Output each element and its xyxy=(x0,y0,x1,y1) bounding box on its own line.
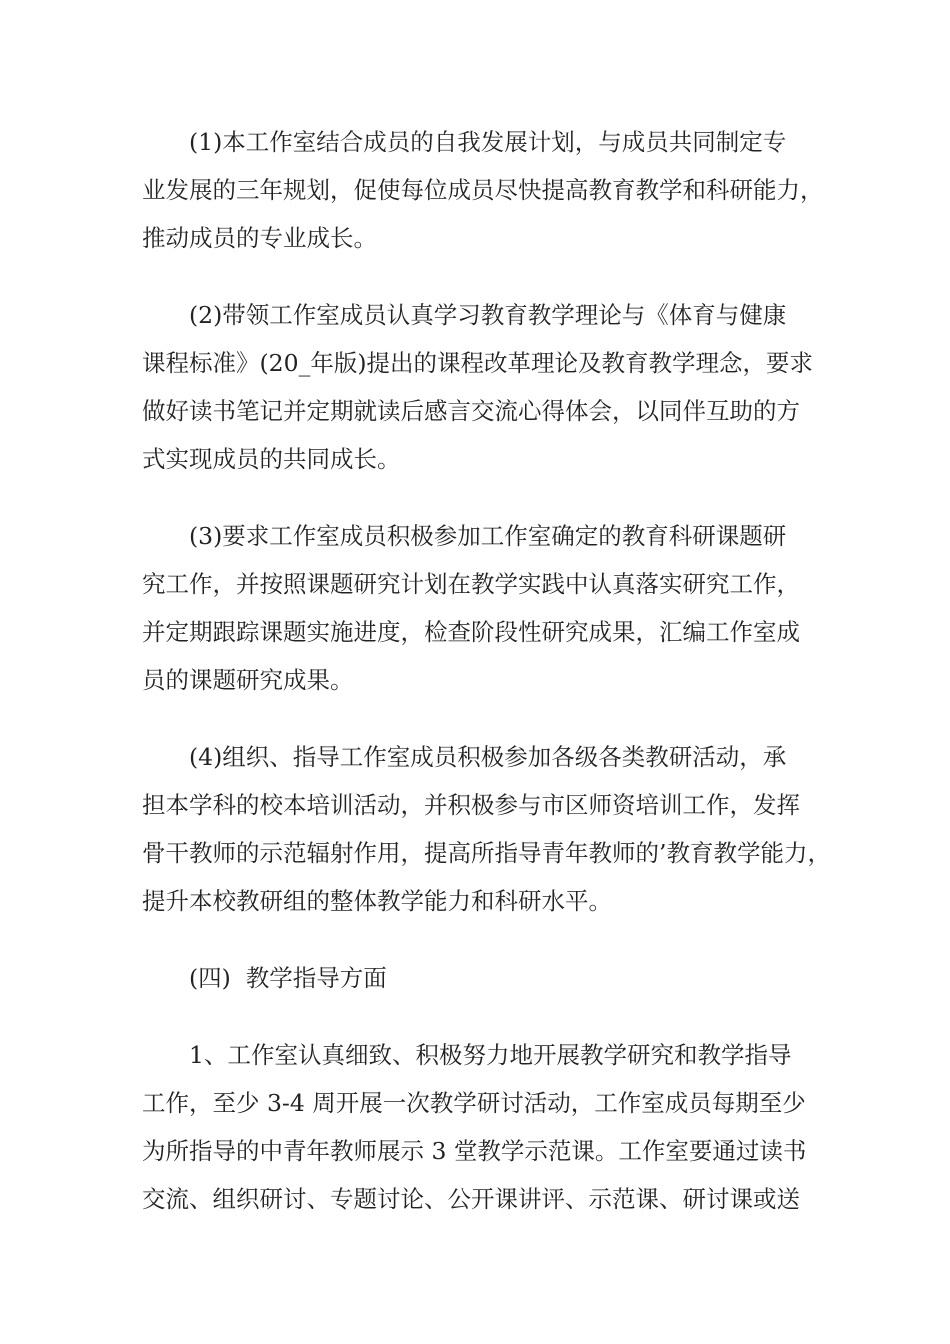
text-line: 交流、组织研讨、专题讨论、公开课讲评、示范课、研讨课或送 xyxy=(142,1185,800,1213)
text-line: 提升本校教研组的整体教学能力和科研水平。 xyxy=(142,887,612,915)
text-line: (4)组织、指导工作室成员积极参加各级各类教研活动，承 xyxy=(189,743,787,771)
text-line: 担本学科的校本培训活动，并积极参与市区师资培训工作，发挥 xyxy=(142,791,800,819)
text-line: (2)带领工作室成员认真学习教育教学理论与《体育与健康 xyxy=(189,301,787,329)
text-line: 课程标准》(20_年版)提出的课程改革理论及教育教学理念，要求 xyxy=(142,349,813,377)
paragraph-3 xyxy=(142,512,822,704)
text-line: (1)本工作室结合成员的自我发展计划，与成员共同制定专 xyxy=(189,128,787,156)
paragraph-4 xyxy=(142,733,831,925)
paragraph-5 xyxy=(142,1031,822,1223)
paragraph-2 xyxy=(142,291,822,483)
text-line: 推动成员的专业成长。 xyxy=(142,224,377,252)
paragraph-1 xyxy=(142,118,822,262)
text-line: 做好读书笔记并定期就读后感言交流心得体会，以同伴互助的方 xyxy=(142,397,800,425)
text-line: 1、工作室认真细致、积极努力地开展教学研究和教学指导 xyxy=(189,1041,792,1069)
text-line: 为所指导的中青年教师展示 3 堂教学示范课。工作室要通过读书 xyxy=(142,1137,807,1165)
text-line: 究工作，并按照课题研究计划在教学实践中认真落实研究工作， xyxy=(142,570,800,598)
section-heading: (四) 教学指导方面 xyxy=(189,964,387,992)
text-line: 业发展的三年规划，促使每位成员尽快提高教育教学和科研能力， xyxy=(142,176,824,204)
text-line: 工作，至少 3-4 周开展一次教学研讨活动，工作室成员每期至少 xyxy=(142,1089,806,1117)
text-line: 员的课题研究成果。 xyxy=(142,666,354,694)
text-line: 式实现成员的共同成长。 xyxy=(142,445,401,473)
text-line: 并定期跟踪课题实施进度，检查阶段性研究成果，汇编工作室成 xyxy=(142,618,800,646)
text-line: 骨干教师的示范辐射作用，提高所指导青年教师的’教育教学能力， xyxy=(142,839,831,867)
document-body xyxy=(142,118,831,1252)
text-line: (3)要求工作室成员积极参加工作室确定的教育科研课题研 xyxy=(189,522,787,550)
